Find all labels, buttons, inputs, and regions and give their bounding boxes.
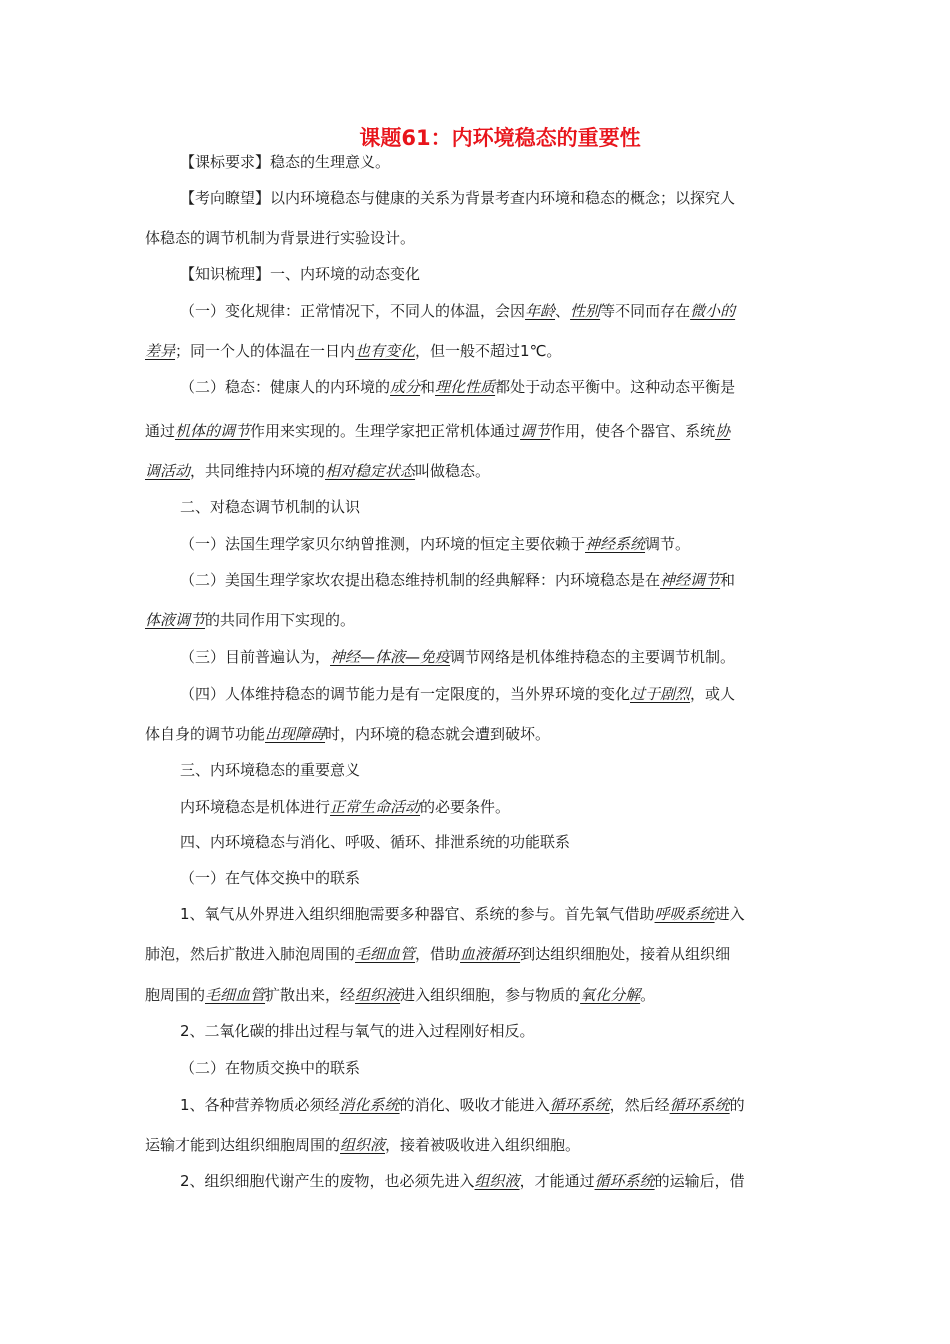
paragraph: 内环境稳态是机体进行正常生命活动的必要条件。 bbox=[180, 798, 511, 816]
paragraph: （一）在气体交换中的联系 bbox=[180, 869, 361, 887]
section-heading: 【知识梳理】一、内环境的动态变化 bbox=[180, 265, 421, 283]
paragraph: （一）变化规律：正常情况下，不同人的体温，会因年龄、性别等不同而存在微小的 bbox=[180, 302, 736, 320]
paragraph: 【考向瞭望】以内环境稳态与健康的关系为背景考查内环境和稳态的概念；以探究人 bbox=[180, 189, 736, 207]
paragraph: 肺泡，然后扩散进入肺泡周围的毛细血管，借助血液循环到达组织细胞处，接着从组织细 bbox=[145, 945, 731, 963]
paragraph: 1、氧气从外界进入组织细胞需要多种器官、系统的参与。首先氧气借助呼吸系统进入 bbox=[180, 905, 745, 923]
page-title: 课题61：内环境稳态的重要性 bbox=[359, 126, 641, 150]
paragraph: 通过机体的调节作用来实现的。生理学家把正常机体通过调节作用，使各个器官、系统协 bbox=[145, 422, 731, 440]
paragraph: 【课标要求】稳态的生理意义。 bbox=[180, 153, 391, 171]
paragraph: 运输才能到达组织细胞周围的组织液，接着被吸收进入组织细胞。 bbox=[145, 1136, 581, 1154]
paragraph: （二）稳态：健康人的内环境的成分和理化性质都处于动态平衡中。这种动态平衡是 bbox=[180, 378, 736, 396]
paragraph: （二）在物质交换中的联系 bbox=[180, 1059, 361, 1077]
paragraph: 1、各种营养物质必须经消化系统的消化、吸收才能进入循环系统，然后经循环系统的 bbox=[180, 1096, 745, 1114]
paragraph: 调活动，共同维持内环境的相对稳定状态叫做稳态。 bbox=[145, 462, 491, 480]
paragraph: 2、二氧化碳的排出过程与氧气的进入过程刚好相反。 bbox=[180, 1022, 535, 1040]
section-heading: 四、内环境稳态与消化、呼吸、循环、排泄系统的功能联系 bbox=[180, 833, 571, 851]
paragraph: 胞周围的毛细血管扩散出来，经组织液进入组织细胞，参与物质的氧化分解。 bbox=[145, 986, 656, 1004]
paragraph: 体自身的调节功能出现障碍时，内环境的稳态就会遭到破坏。 bbox=[145, 725, 551, 743]
paragraph: 体稳态的调节机制为背景进行实验设计。 bbox=[145, 229, 416, 247]
paragraph: 差异；同一个人的体温在一日内也有变化，但一般不超过1℃。 bbox=[145, 342, 562, 360]
paragraph: 体液调节的共同作用下实现的。 bbox=[145, 611, 356, 629]
section-heading: 二、对稳态调节机制的认识 bbox=[180, 498, 361, 516]
paragraph: （三）目前普遍认为，神经—体液—免疫调节网络是机体维持稳态的主要调节机制。 bbox=[180, 648, 736, 666]
paragraph: 2、组织细胞代谢产生的废物，也必须先进入组织液，才能通过循环系统的运输后，借 bbox=[180, 1172, 745, 1190]
paragraph: （一）法国生理学家贝尔纳曾推测，内环境的恒定主要依赖于神经系统调节。 bbox=[180, 535, 691, 553]
paragraph: （二）美国生理学家坎农提出稳态维持机制的经典解释：内环境稳态是在神经调节和 bbox=[180, 571, 736, 589]
section-heading: 三、内环境稳态的重要意义 bbox=[180, 761, 361, 779]
paragraph: （四）人体维持稳态的调节能力是有一定限度的，当外界环境的变化过于剧烈，或人 bbox=[180, 685, 736, 703]
